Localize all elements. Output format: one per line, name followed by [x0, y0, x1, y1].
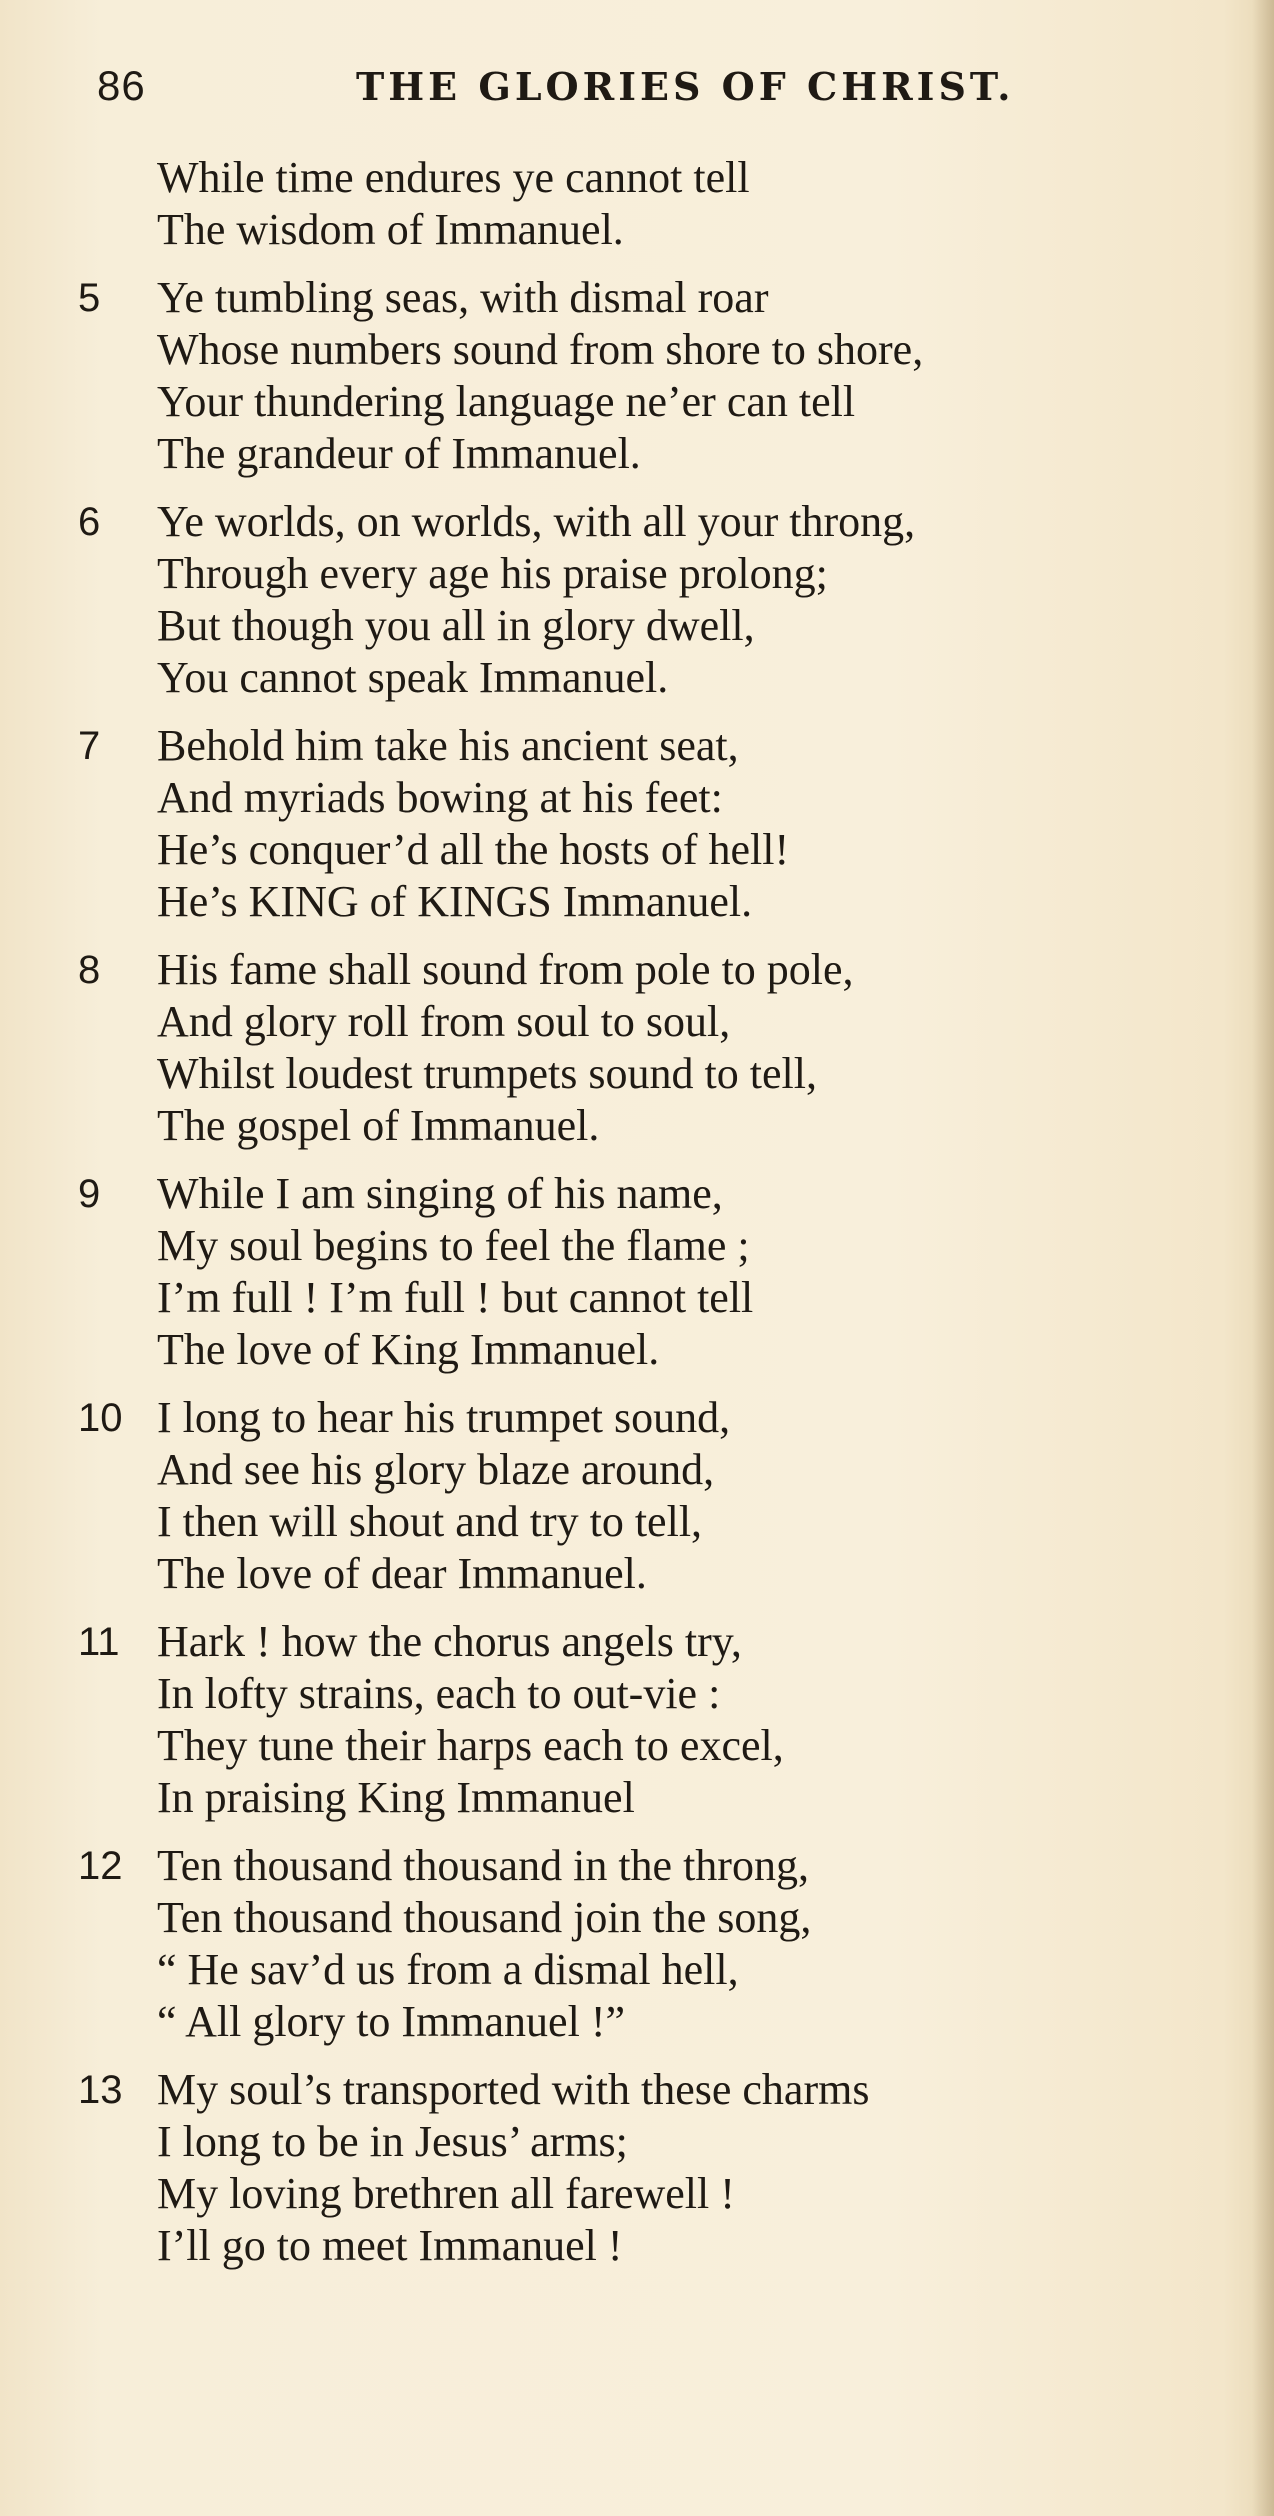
verse-line-text: I’ll go to meet Immanuel ! — [157, 2221, 623, 2270]
stanza — [78, 152, 1258, 256]
stanza — [78, 1840, 1258, 2048]
verse-line-text: Ten thousand thousand join the song, — [157, 1893, 812, 1942]
verse-line — [78, 876, 1258, 928]
hymn-text — [78, 152, 1258, 2288]
verse-line-text: Behold him take his ancient seat, — [157, 721, 739, 770]
stanza-number: 13 — [78, 2068, 123, 2112]
verse-line-text: My soul’s transported with these charms — [157, 2065, 870, 2114]
verse-line — [78, 1392, 1258, 1444]
stanza — [78, 1168, 1258, 1376]
verse-line-text: He’s KING of KINGS Immanuel. — [157, 877, 753, 926]
verse-line-text: And myriads bowing at his feet: — [157, 773, 723, 822]
verse-line-text: While time endures ye cannot tell — [157, 153, 750, 202]
verse-line — [78, 1616, 1258, 1668]
stanza-number: 9 — [78, 1172, 101, 1216]
verse-line-text: My loving brethren all farewell ! — [157, 2169, 735, 2218]
stanza-number: 8 — [78, 948, 101, 992]
verse-line-text: In lofty strains, each to out-vie : — [157, 1669, 721, 1718]
verse-line — [78, 1772, 1258, 1824]
page-header — [0, 62, 1274, 122]
verse-line — [78, 1944, 1258, 1996]
verse-line-text: Your thundering language ne’er can tell — [157, 377, 856, 426]
verse-line-text: I then will shout and try to tell, — [157, 1497, 703, 1546]
verse-line-text: I long to be in Jesus’ arms; — [157, 2117, 628, 2166]
verse-line-text: Whilst loudest trumpets sound to tell, — [157, 1049, 817, 1098]
verse-line-text: Ye tumbling seas, with dismal roar — [157, 273, 769, 322]
verse-line-text: The love of dear Immanuel. — [157, 1549, 647, 1598]
verse-line-text: “ He sav’d us from a dismal hell, — [157, 1945, 739, 1994]
verse-line-text: Ye worlds, on worlds, with all your throng, — [157, 497, 916, 546]
verse-line-text: The wisdom of Immanuel. — [157, 205, 624, 254]
verse-line — [78, 1496, 1258, 1548]
verse-line-text: While I am singing of his name, — [157, 1169, 723, 1218]
verse-line — [78, 1444, 1258, 1496]
running-title: THE GLORIES OF CHRIST. — [356, 64, 1015, 109]
verse-line-text: Whose numbers sound from shore to shore, — [157, 325, 924, 374]
verse-line — [78, 1668, 1258, 1720]
verse-line — [78, 720, 1258, 772]
verse-line — [78, 1168, 1258, 1220]
stanza — [78, 496, 1258, 704]
verse-line-text: The love of King Immanuel. — [157, 1325, 660, 1374]
verse-line — [78, 1720, 1258, 1772]
verse-line-text: He’s conquer’d all the hosts of hell! — [157, 825, 790, 874]
verse-line-text: And glory roll from soul to soul, — [157, 997, 731, 1046]
verse-line-text: “ All glory to Immanuel !” — [157, 1997, 625, 2046]
verse-line-text: But though you all in glory dwell, — [157, 601, 755, 650]
verse-line — [78, 652, 1258, 704]
verse-line — [78, 428, 1258, 480]
stanza-number: 7 — [78, 724, 101, 768]
verse-line — [78, 996, 1258, 1048]
verse-line-text: His fame shall sound from pole to pole, — [157, 945, 854, 994]
verse-line-text: I’m full ! I’m full ! but cannot tell — [157, 1273, 754, 1322]
verse-line — [78, 2220, 1258, 2272]
verse-line — [78, 2168, 1258, 2220]
verse-line — [78, 1272, 1258, 1324]
verse-line-text: Through every age his praise prolong; — [157, 549, 828, 598]
verse-line-text: I long to hear his trumpet sound, — [157, 1393, 731, 1442]
verse-line-text: My soul begins to feel the flame ; — [157, 1221, 750, 1270]
verse-line — [78, 2064, 1258, 2116]
stanza-number: 10 — [78, 1396, 123, 1440]
verse-line — [78, 1048, 1258, 1100]
verse-line-text: In praising King Immanuel — [157, 1773, 635, 1822]
verse-line — [78, 204, 1258, 256]
verse-line-text: The grandeur of Immanuel. — [157, 429, 641, 478]
verse-line — [78, 152, 1258, 204]
verse-line — [78, 548, 1258, 600]
verse-line — [78, 772, 1258, 824]
page-number: 86 — [97, 62, 146, 109]
verse-line-text: They tune their harps each to excel, — [157, 1721, 784, 1770]
verse-line-text: Ten thousand thousand in the throng, — [157, 1841, 809, 1890]
stanza — [78, 2064, 1258, 2272]
verse-line — [78, 600, 1258, 652]
verse-line — [78, 496, 1258, 548]
stanza — [78, 272, 1258, 480]
stanza-number: 5 — [78, 276, 101, 320]
verse-line — [78, 1100, 1258, 1152]
verse-line — [78, 1324, 1258, 1376]
verse-line — [78, 1996, 1258, 2048]
verse-line — [78, 1892, 1258, 1944]
verse-line — [78, 324, 1258, 376]
verse-line — [78, 376, 1258, 428]
verse-line-text: The gospel of Immanuel. — [157, 1101, 600, 1150]
stanza-number: 11 — [78, 1620, 120, 1664]
stanza — [78, 1616, 1258, 1824]
verse-line-text: Hark ! how the chorus angels try, — [157, 1617, 742, 1666]
stanza — [78, 1392, 1258, 1600]
verse-line-text: And see his glory blaze around, — [157, 1445, 715, 1494]
verse-line — [78, 824, 1258, 876]
verse-line-text: You cannot speak Immanuel. — [157, 653, 669, 702]
stanza — [78, 720, 1258, 928]
stanza — [78, 944, 1258, 1152]
stanza-number: 12 — [78, 1844, 123, 1888]
verse-line — [78, 944, 1258, 996]
stanza-number: 6 — [78, 500, 101, 544]
verse-line — [78, 272, 1258, 324]
verse-line — [78, 2116, 1258, 2168]
verse-line — [78, 1840, 1258, 1892]
verse-line — [78, 1548, 1258, 1600]
verse-line — [78, 1220, 1258, 1272]
